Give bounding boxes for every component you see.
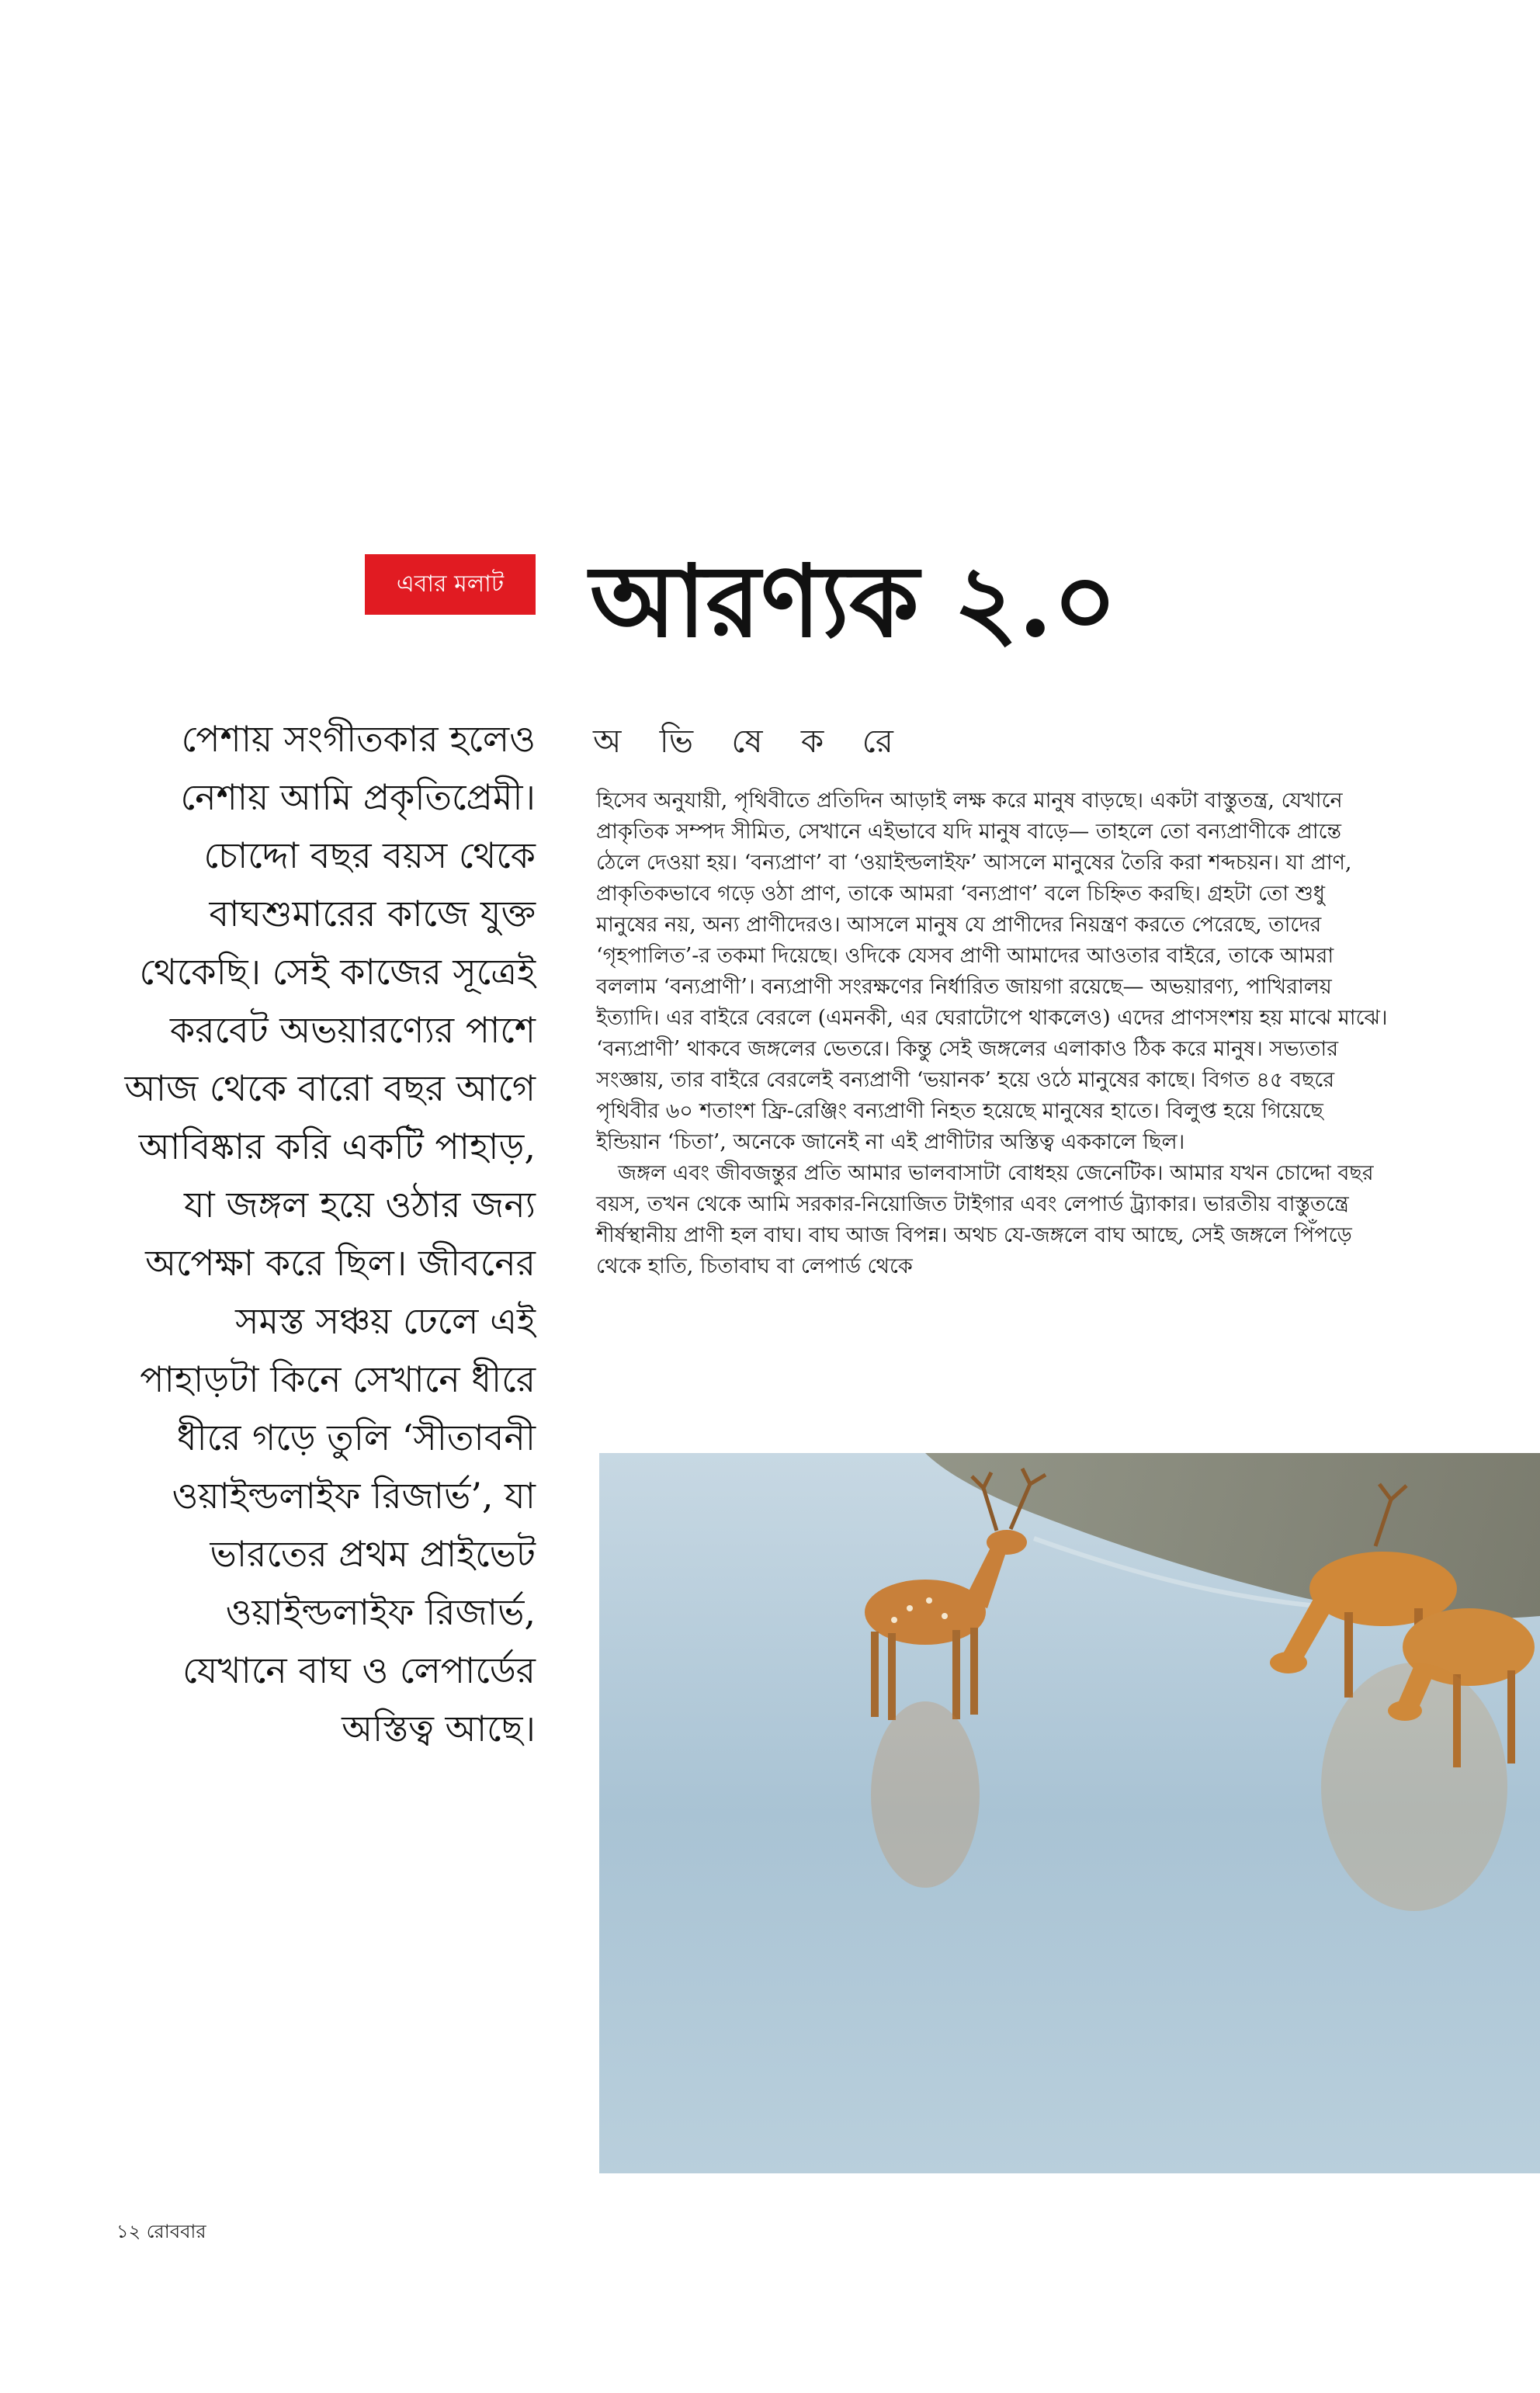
page-footer: ১২ রোববার: [116, 2221, 206, 2242]
body-paragraph-1: হিসেব অনুযায়ী, পৃথিবীতে প্রতিদিন আড়াই লক্ষ করে মানুষ বাড়ছে। একটা বাস্তুতন্ত্র, যেখানে প্রাকৃতিক সম্পদ সীমিত, সেখানে এইভাবে যদি মানুষ বাড়ে— তাহলে তো বন্যপ্রাণীকে প্রান্তে ঠেলে দেওয়া হয়। ‘বন্যপ্রাণ’ বা ‘ওয়াইল্ডলাইফ’ আসলে মানুষের তৈরি করা শব্দচয়ন। যা প্রাণ, প্রাকৃতিকভাবে গড়ে ওঠা প্রাণ, তাকে আমরা ‘বন্যপ্রাণ’ বলে চিহ্নিত করছি। গ্রহটা তো শুধু মানুষের নয়, অন্য প্রাণীদেরও। আসলে মানুষ যে প্রাণীদের নিয়ন্ত্রণ করতে পেরেছে, তাদের ‘গৃহপালিত’-র তকমা দিয়েছে। ওদিকে যেসব প্রাণী আমাদের আওতার বাইরে, তাকে আমরা বললাম ‘বন্যপ্রাণী’। বন্যপ্রাণী সংরক্ষণের নির্ধারিত জায়গা রয়েছে— অভয়ারণ্য, পাখিরালয় ইত্যাদি। এর বাইরে বেরলে (এমনকী, এর ঘেরাটোপে থাকলেও) এদের প্রাণসংশয় হয় মাঝে মাঝে। ‘বন্যপ্রাণী’ থাকবে জঙ্গলের ভেতরে। কিন্তু সেই জঙ্গলের এলাকাও ঠিক করে মানুষ। সভ্যতার সংজ্ঞায়, তার বাইরে বেরলেই বন্যপ্রাণী ‘ভয়ানক’ হয়ে ওঠে মানুষের কাছে। বিগত ৪৫ বছরে পৃথিবীর ৬০ শতাংশ ফ্রি-রেঞ্জিং বন্যপ্রাণী নিহত হয়েছে মানুষের হাতে। বিলুপ্ত হয়ে গিয়েছে ইন্ডিয়ান ‘চিতা’, অনেকে জানেই না এই প্রাণীটার অস্তিত্ব এককালে ছিল।: [596, 789, 1388, 1154]
deer-illustration: [599, 1453, 1540, 2173]
pull-quote: পেশায় সংগীতকার হলেও নেশায় আমি প্রকৃতিপ্রেমী। চোদ্দো বছর বয়স থেকে বাঘশুমারের কাজে যুক্ত থেকেছি। সেই কাজের সূত্রেই করবেট অভয়ারণ্যের পাশে আজ থেকে বারো বছর আগে আবিষ্কার করি একটি পাহাড়, যা জঙ্গল হয়ে ওঠার জন্য অপেক্ষা করে ছিল। জীবনের সমস্ত সঞ্চয় ঢেলে এই পাহাড়টা কিনে সেখানে ধীরে ধীরে গড়ে তুলি ‘সীতাবনী ওয়াইল্ডলাইফ রিজার্ভ’, যা ভারতের প্রথম প্রাইভেট ওয়াইল্ডলাইফ রিজার্ভ, যেখানে বাঘ ও লেপার্ডের অস্তিত্ব আছে।: [124, 718, 536, 1750]
deer-photo: [599, 1453, 1540, 2173]
page-title: আরণ্যক ২.০: [590, 543, 1118, 660]
body-paragraph-2: জঙ্গল এবং জীবজন্তুর প্রতি আমার ভালবাসাটা বোধহয় জেনেটিক। আমার যখন চোদ্দো বছর বয়স, তখন থেকে আমি সরকার-নিয়োজিত টাইগার এবং লেপার্ড ট্র্যাকার। ভারতীয় বাস্তুতন্ত্রে শীর্ষস্থানীয় প্রাণী হল বাঘ। বাঘ আজ বিপন্ন। অথচ যে-জঙ্গলে বাঘ আছে, সেই জঙ্গলে পিঁপড়ে থেকে হাতি, চিতাবাঘ বা লেপার্ড থেকে: [596, 1161, 1374, 1278]
section-tag: এবার মলাট: [365, 554, 536, 615]
article-body: [596, 786, 1388, 1406]
author-byline: অ ভি ষে ক রে: [593, 722, 907, 760]
